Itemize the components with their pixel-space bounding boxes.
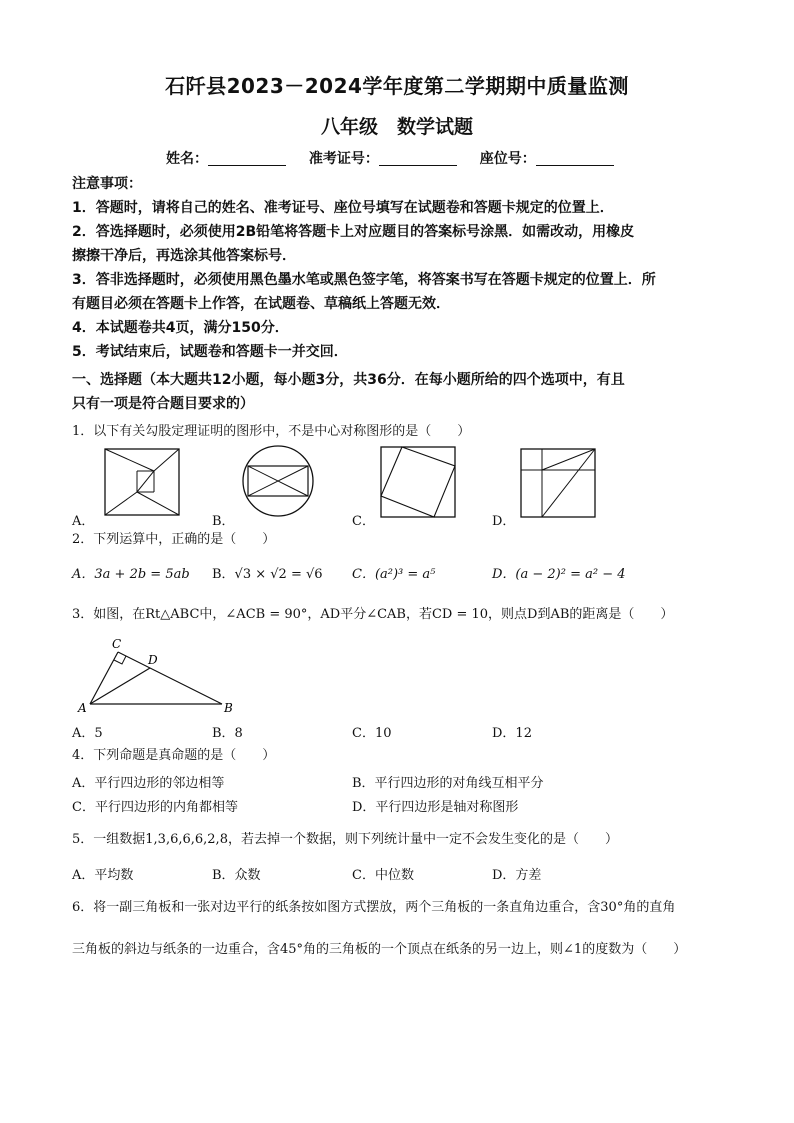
q3-option-b: B．8 — [212, 726, 243, 741]
section-1-heading-line1: 一、选择题（本大题共12小题，每小题3分，共36分．在每小题所给的四个选项中，有且 — [72, 372, 625, 388]
name-blank — [208, 151, 286, 166]
q4-option-d: D．平行四边形是轴对称图形 — [352, 800, 519, 815]
q5-option-c: C．中位数 — [352, 868, 414, 883]
note-5: 5．考试结束后，试题卷和答题卡一并交回． — [72, 344, 348, 360]
label-b: B — [224, 701, 233, 715]
ticket-label: 准考证号： — [308, 151, 379, 167]
note-3-line1: 3．答非选择题时，必须使用黑色墨水笔或黑色签字笔，将答案书写在答题卡规定的位置上．所 — [72, 272, 656, 288]
q2-stem: 2．下列运算中，正确的是（ ） — [72, 532, 276, 547]
q1-option-d: D． — [492, 514, 516, 529]
label-c: C — [112, 637, 122, 651]
q1-option-c: C． — [352, 514, 375, 529]
square-pinwheel-figure — [104, 448, 180, 516]
q1-figure-a — [104, 448, 180, 516]
segment-ad — [90, 668, 150, 704]
exam-title: 石阡县2023－2024学年度第二学期期中质量监测 — [165, 74, 629, 98]
seat-label: 座位号： — [479, 151, 536, 167]
q6-stem-line2: 三角板的斜边与纸条的一边重合，含45°角的三角板的一个顶点在纸条的另一边上，则∠1的度数为（ ） — [72, 942, 687, 957]
q3-option-a: A．5 — [72, 726, 103, 741]
q2-option-a: A．3a + 2b = 5ab — [72, 567, 190, 582]
q5-stem: 5．一组数据1,3,6,6,6,2,8，若去掉一个数据，则下列统计量中一定不会发生变化的是（ ） — [72, 832, 618, 847]
seat-blank — [536, 151, 614, 166]
q1-figure-c — [380, 446, 456, 518]
q6-stem-line1: 6．将一副三角板和一张对边平行的纸条按如图方式摆放，两个三角板的一条直角边重合，含30°角的直角 — [72, 900, 676, 915]
q2-option-c: C．(a²)³ = a⁵ — [352, 567, 436, 582]
right-triangle-figure — [76, 636, 236, 716]
q4-option-c: C．平行四边形的内角都相等 — [72, 800, 238, 815]
note-2-line2: 擦擦干净后，再选涂其他答案标号． — [72, 248, 296, 264]
note-2-line1: 2．答选择题时，必须使用2B铅笔将答题卡上对应题目的答案标号涂黑．如需改动，用橡皮 — [72, 224, 635, 240]
note-1: 1．答题时，请将自己的姓名、准考证号、座位号填写在试题卷和答题卡规定的位置上． — [72, 200, 614, 216]
square-lines-figure — [520, 448, 596, 518]
q2-option-d: D．(a − 2)² = a² − 4 — [492, 567, 626, 582]
student-info-row — [166, 148, 632, 168]
label-a: A — [78, 701, 87, 715]
q1-figure-b — [240, 444, 316, 518]
q1-option-a: A． — [72, 514, 95, 529]
q5-option-d: D．方差 — [492, 868, 542, 883]
q4-option-a: A．平行四边形的邻边相等 — [72, 776, 225, 791]
note-3-line2: 有题目必须在答题卡上作答，在试题卷、草稿纸上答题无效． — [72, 296, 450, 312]
q4-option-b: B．平行四边形的对角线互相平分 — [352, 776, 544, 791]
notes-heading: 注意事项： — [72, 176, 142, 192]
exam-subtitle: 八年级 数学试题 — [320, 116, 473, 138]
q3-triangle-figure — [76, 636, 236, 716]
q3-option-c: C．10 — [352, 726, 392, 741]
q3-option-d: D．12 — [492, 726, 532, 741]
label-d: D — [148, 653, 158, 667]
section-1-heading-line2: 只有一项是符合题目要求的） — [72, 396, 254, 412]
q1-figure-d — [520, 448, 596, 518]
q5-option-b: B．众数 — [212, 868, 261, 883]
q2-option-b: B．√3 × √2 = √6 — [212, 567, 323, 582]
q4-stem: 4．下列命题是真命题的是（ ） — [72, 748, 276, 763]
circle-rectangle-figure — [240, 444, 316, 518]
q1-option-b: B． — [212, 514, 235, 529]
q5-option-a: A．平均数 — [72, 868, 134, 883]
q3-stem: 3．如图，在Rt△ABC中，∠ACB = 90°，AD平分∠CAB，若CD = 10，则点D到AB的距离是（ ） — [72, 607, 674, 622]
tilted-square-figure — [380, 446, 456, 518]
note-4: 4．本试题卷共4页，满分150分． — [72, 320, 289, 336]
q1-stem: 1．以下有关勾股定理证明的图形中，不是中心对称图形的是（ ） — [72, 424, 471, 439]
name-label: 姓名： — [166, 151, 208, 167]
ticket-blank — [379, 151, 457, 166]
